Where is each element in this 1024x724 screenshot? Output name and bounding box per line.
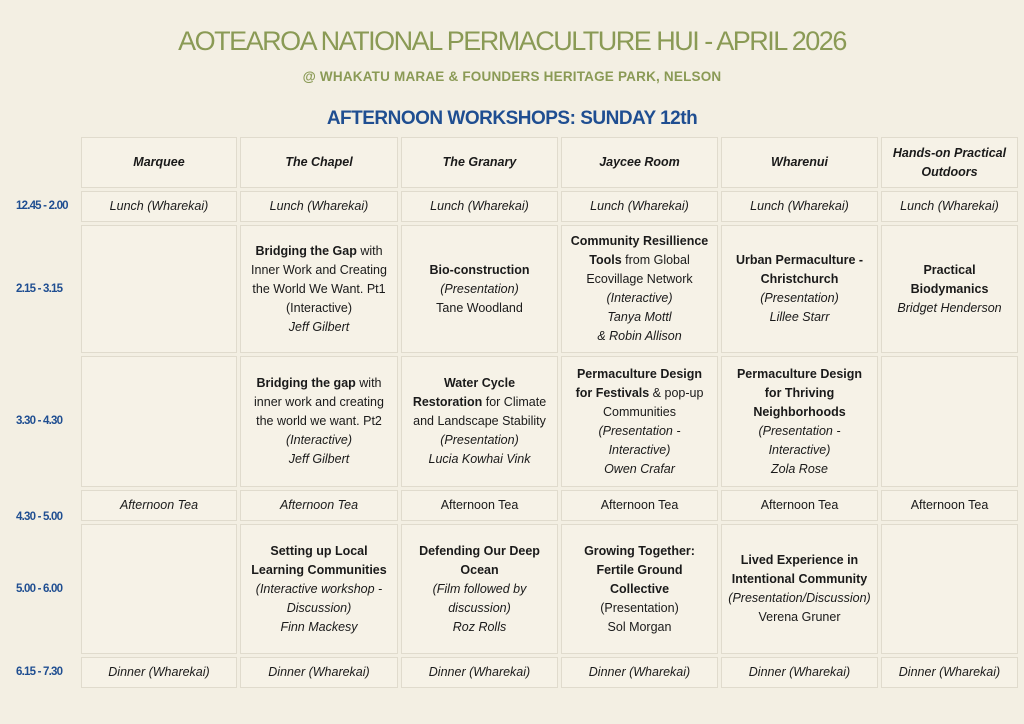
page-title: AOTEAROA NATIONAL PERMACULTURE HUI - APRIL 2026 <box>178 26 846 56</box>
presenter: Owen Crafar <box>604 461 675 476</box>
corner-cell <box>12 137 78 188</box>
tea-cell: Afternoon Tea <box>401 490 558 521</box>
column-header-chapel: The Chapel <box>240 137 398 188</box>
workshop-cell <box>401 225 558 353</box>
workshop-cell: Defending Our Deep Ocean (Film followed by discussion) Roz Rolls <box>401 524 558 654</box>
tea-cell: Afternoon Tea <box>881 490 1018 521</box>
presenter: Lillee Starr <box>769 310 830 324</box>
workshop-cell: Setting up Local Learning Communities (Interactive workshop - Discussion) Finn Mackesy <box>240 524 398 654</box>
workshop-title: Water Cycle <box>443 376 516 390</box>
workshop-cell: Lived Experience in Intentional Community (Presentation/Discussion) Verena Gruner <box>721 524 878 654</box>
empty-cell <box>81 524 237 654</box>
workshop-type: (Interactive) <box>286 433 352 447</box>
workshop-title: Community Resillience <box>570 234 709 248</box>
dinner-cell: Dinner (Wharekai) <box>401 657 558 688</box>
presenter: & Robin Allison <box>597 329 682 343</box>
workshop-cell: Bridging the Gap with Inner Work and Creating the World We Want. Pt1 (Interactive) Jeff Gilbert <box>240 225 398 353</box>
workshop-cell: Community Resillience Tools from Global Ecovillage Network (Interactive) Tanya Mottl & Robin Allison <box>561 225 718 353</box>
workshop-title: Defending Our Deep <box>419 543 540 558</box>
presenter: Verena Gruner <box>758 610 841 624</box>
venue-subtitle: @ WHAKATU MARAE & FOUNDERS HERITAGE PARK, NELSON <box>302 69 722 84</box>
workshop-title: Practical <box>923 262 976 277</box>
column-header-marquee: Marquee <box>81 137 237 188</box>
presenter: Sol Morgan <box>607 619 672 634</box>
column-header-granary: The Granary <box>401 137 558 188</box>
schedule-table <box>12 137 1018 688</box>
workshop-cell: Permaculture Design for Festivals & pop-up Communities (Presentation - Interactive) Owen Crafar <box>561 356 718 487</box>
empty-cell <box>81 356 237 487</box>
workshop-type: (Film followed by <box>432 581 527 596</box>
tea-cell: Afternoon Tea <box>240 490 398 521</box>
workshop-cell: Water Cycle Restoration for Climate and Landscape Stability (Presentation) Lucia Kowhai Vink <box>401 356 558 487</box>
dinner-cell: Dinner (Wharekai) <box>240 657 398 688</box>
workshop-cell: Practical Biodymanics Bridget Henderson <box>881 225 1018 353</box>
lunch-cell: Lunch (Wharekai) <box>401 191 558 222</box>
lunch-cell: Lunch (Wharekai) <box>721 191 878 222</box>
lunch-cell: Lunch (Wharekai) <box>881 191 1018 222</box>
presenter: Tane Woodland <box>436 300 523 315</box>
presenter: Tanya Mottl <box>607 310 672 324</box>
workshop-type: (Interactive) <box>286 300 352 315</box>
time-label: 5.00 - 6.00 <box>16 582 63 595</box>
workshop-cell: Urban Permaculture - Christchurch (Presentation) Lillee Starr <box>721 225 878 353</box>
presenter: Jeff Gilbert <box>288 452 350 466</box>
workshop-title: Growing Together: <box>584 543 695 558</box>
dinner-cell: Dinner (Wharekai) <box>881 657 1018 688</box>
workshop-cell: Permaculture Design for Thriving Neighborhoods (Presentation - Interactive) Zola Rose <box>721 356 878 487</box>
time-label: 4.30 - 5.00 <box>16 511 63 521</box>
workshop-type: (Interactive) <box>606 291 673 305</box>
dinner-cell: Dinner (Wharekai) <box>81 657 237 688</box>
lunch-cell: Lunch (Wharekai) <box>81 191 237 222</box>
lunch-cell: Lunch (Wharekai) <box>240 191 398 222</box>
workshop-type: (Presentation/Discussion) <box>728 591 871 605</box>
dinner-cell: Dinner (Wharekai) <box>561 657 718 688</box>
tea-cell: Afternoon Tea <box>81 490 237 521</box>
workshop-title: Urban Permaculture - <box>735 253 864 267</box>
workshop-type: (Presentation) <box>600 600 679 615</box>
workshop-type: (Interactive workshop - <box>255 581 383 596</box>
workshop-title: Setting up Local <box>270 543 368 558</box>
presenter: Zola Rose <box>771 461 828 476</box>
presenter: Finn Mackesy <box>280 619 358 634</box>
workshop-type: (Presentation) <box>440 433 519 447</box>
workshop-cell: Bridging the gap with inner work and creating the world we want. Pt2 (Interactive) Jeff Gilbert <box>240 356 398 487</box>
column-header-jaycee: Jaycee Room <box>561 137 718 188</box>
empty-cell <box>881 524 1018 654</box>
schedule-heading: AFTERNOON WORKSHOPS: SUNDAY 12th <box>326 108 698 129</box>
workshop-title: Lived Experience in <box>740 553 859 567</box>
workshop-type: (Presentation - <box>598 423 681 438</box>
workshop-cell: Growing Together: Fertile Ground Collective (Presentation) Sol Morgan <box>561 524 718 654</box>
time-label: 3.30 - 4.30 <box>16 415 63 427</box>
workshop-type: (Presentation - <box>758 423 841 438</box>
workshop-title: Bridging the gap <box>256 376 356 390</box>
presenter: Lucia Kowhai Vink <box>428 452 531 466</box>
presenter: Bridget Henderson <box>897 300 1002 315</box>
time-label: 2.15 - 3.15 <box>16 282 63 295</box>
empty-cell <box>881 356 1018 487</box>
workshop-title: Permaculture Design <box>576 366 703 381</box>
workshop-title: Bio-construction <box>429 262 530 277</box>
workshop-type: (Presentation) <box>440 281 519 296</box>
presenter: Jeff Gilbert <box>288 319 350 334</box>
tea-cell: Afternoon Tea <box>561 490 718 521</box>
empty-cell <box>81 225 237 353</box>
dinner-cell: Dinner (Wharekai) <box>721 657 878 688</box>
time-label: 6.15 - 7.30 <box>16 666 63 678</box>
column-header-wharenui: Wharenui <box>721 137 878 188</box>
workshop-title: Permaculture Design <box>736 366 863 381</box>
lunch-cell: Lunch (Wharekai) <box>561 191 718 222</box>
column-header-outdoors: Hands-on Practical Outdoors <box>881 137 1018 188</box>
tea-cell: Afternoon Tea <box>721 490 878 521</box>
workshop-type: (Presentation) <box>760 291 839 305</box>
presenter: Roz Rolls <box>452 619 507 634</box>
time-label: 12.45 - 2.00 <box>16 200 68 212</box>
workshop-title: Bridging the Gap <box>255 243 357 258</box>
